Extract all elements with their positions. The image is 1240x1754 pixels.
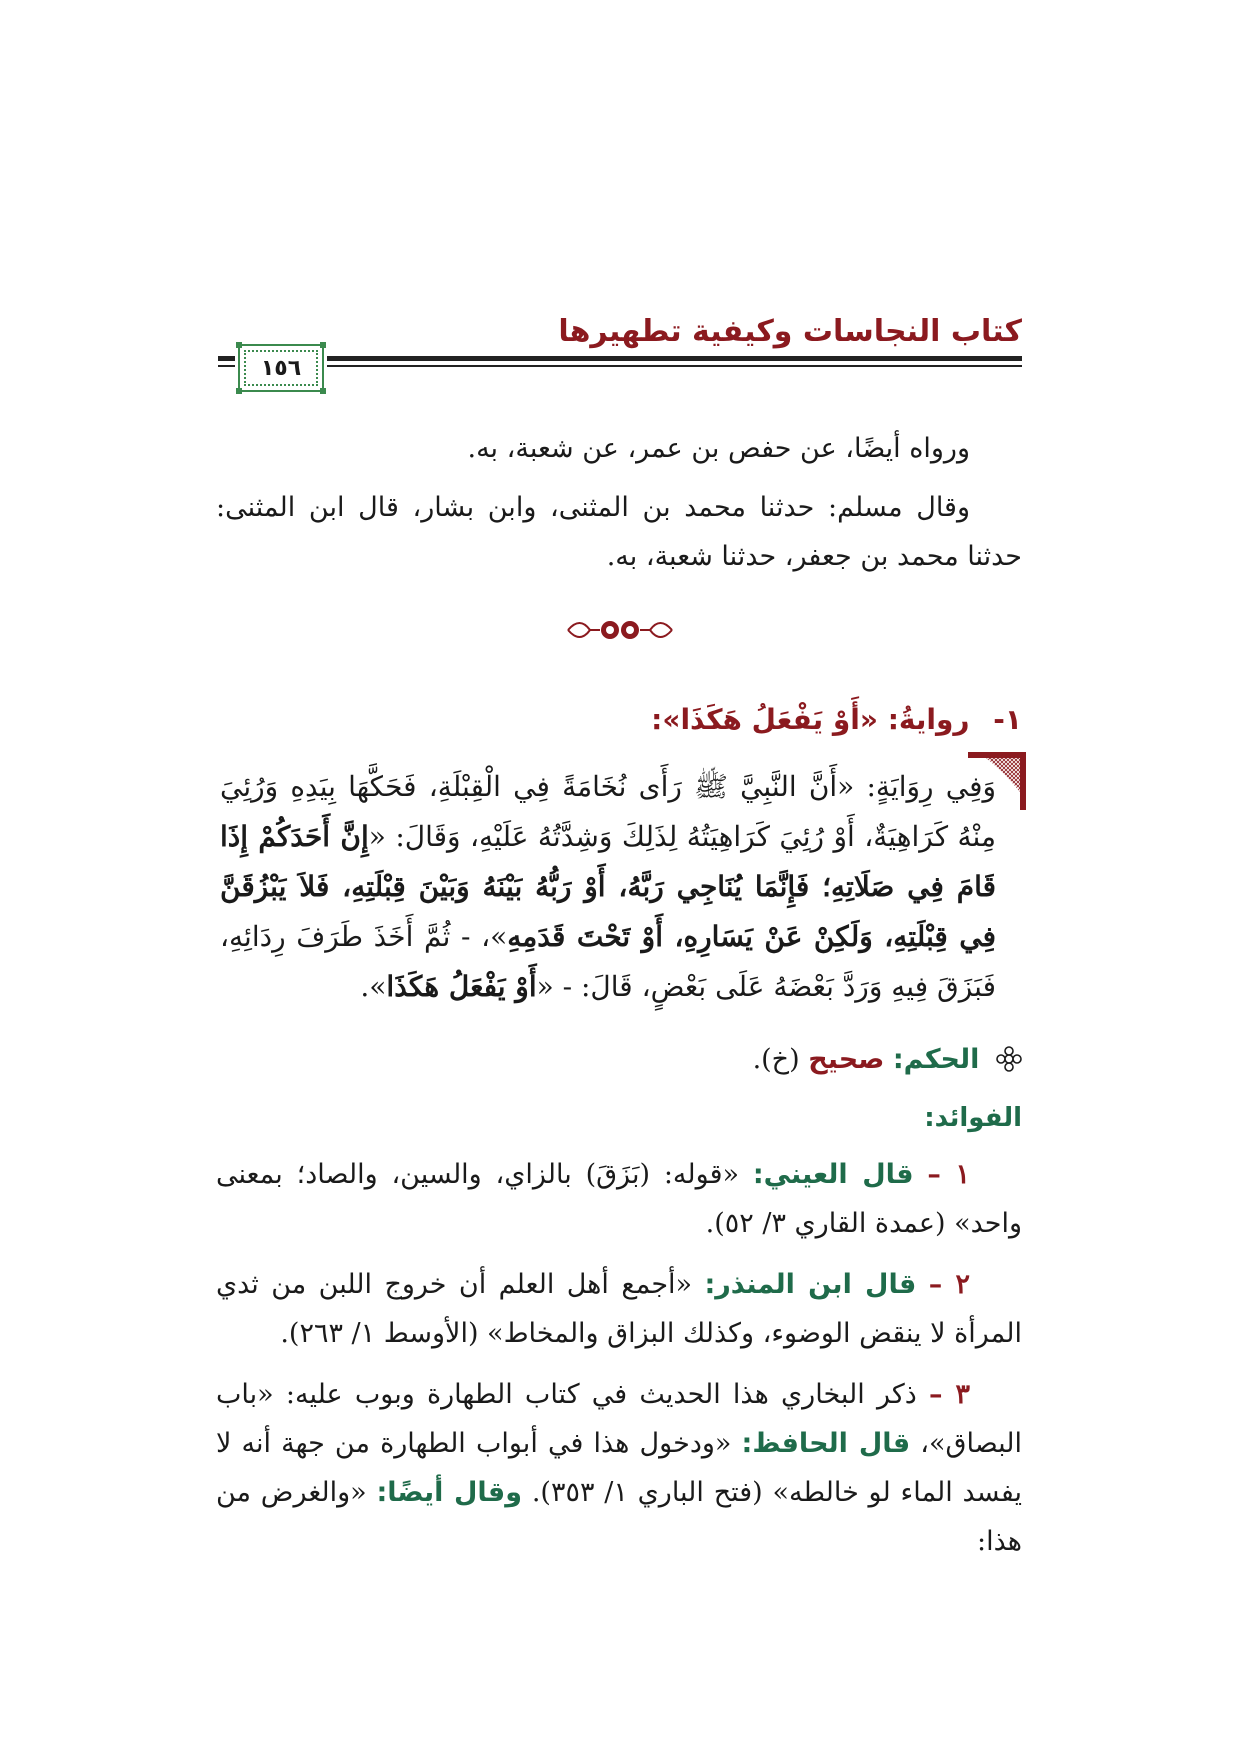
benefits-heading: الفوائد: <box>924 1103 1022 1133</box>
running-title: كتاب النجاسات وكيفية تطهيرها <box>558 314 1022 349</box>
section-heading: روايةُ: «أَوْ يَفْعَلُ هَكَذَا»: <box>651 703 970 736</box>
paragraph: وقال مسلم: حدثنا محمد بن المثنى، وابن بشار، قال ابن المثنى: حدثنا محمد بن جعفر، حدثنا شعبة، به. <box>216 492 1022 572</box>
ruling-value: صحيح <box>808 1044 885 1075</box>
note-2 <box>216 1260 1022 1358</box>
header-rule-thin <box>218 365 1022 367</box>
page-number-frame <box>238 344 324 392</box>
ruling-line <box>753 1038 1022 1082</box>
notes-block <box>216 1150 1022 1566</box>
hadith-text <box>220 762 996 1012</box>
hadith-text-part: »، - ثُمَّ أَخَذَ طَرَفَ رِدَائِهِ، فَبَزَقَ فِيهِ وَرَدَّ بَعْضَهُ عَلَى بَعْضٍ، قَالَ: - « <box>220 920 996 1003</box>
section-number: ١- <box>993 703 1022 736</box>
hadith-text-part: ». <box>360 970 387 1003</box>
frame-corner <box>320 388 326 394</box>
note-number: ٢ – <box>928 1269 970 1300</box>
note-1 <box>216 1150 1022 1248</box>
note-label: قال ابن المنذر: <box>704 1269 917 1300</box>
page-number: ١٥٦ <box>244 350 318 386</box>
flower-icon <box>996 1046 1022 1072</box>
header-rule-thick <box>218 356 1022 361</box>
note-label: قال العيني: <box>752 1159 914 1190</box>
note-3 <box>216 1370 1022 1566</box>
ruling-source: (خ). <box>752 1044 800 1075</box>
note-text: «ودخول هذا في أبواب الطهارة من جهة أنه لا يفسد الماء لو خالطه» (فتح الباري ١/ ٣٥٣). <box>216 1428 1022 1508</box>
frame-corner <box>320 342 326 348</box>
frame-corner <box>236 388 242 394</box>
hadith-quote-bold: أَوْ يَفْعَلُ هَكَذَا <box>386 970 537 1003</box>
hadith-text-part: وَفِي رِوَايَةٍ: «أَنَّ النَّبِيَّ ﷺ رَأَى نُخَامَةً فِي الْقِبْلَةِ، فَحَكَّهَا بِيَدِهِ وَرُئِيَ مِنْهُ كَرَاهِيَةٌ، أَوْ رُئِيَ كَرَاهِيَتُهُ لِذَلِكَ وَشِدَّتُهُ عَلَيْهِ، وَقَالَ: « <box>220 770 996 853</box>
note-text: «قوله: (بَزَقَ) بالزاي، والسين، والصاد؛ بمعنى واحد» (عمدة القاري ٣/ ٥٢). <box>216 1159 1022 1239</box>
hadith-box <box>218 752 1024 1022</box>
hadith-quote-bold: إِنَّ أَحَدَكُمْ إِذَا قَامَ فِي صَلَاتِهِ؛ فَإِنَّمَا يُنَاجِي رَبَّهُ، أَوْ رَبُّهُ بَيْنَهُ وَبَيْنَ قِبْلَتِهِ، فَلاَ يَبْزُقَنَّ فِي قِبْلَتِهِ، وَلَكِنْ عَنْ يَسَارِهِ، أَوْ تَحْتَ قَدَمِهِ <box>220 820 996 953</box>
note-text: ذكر البخاري هذا الحديث في كتاب الطهارة وبوب عليه: «باب البصاق»، <box>216 1379 1022 1459</box>
frame-corner <box>236 342 242 348</box>
section-title <box>651 700 1022 740</box>
note-label: قال الحافظ: <box>741 1428 911 1459</box>
ruling-label: الحكم: <box>892 1044 980 1075</box>
note-number: ٣ – <box>928 1379 970 1410</box>
paragraph: ورواه أيضًا، عن حفص بن عمر، عن شعبة، به. <box>467 433 970 464</box>
note-label: وقال أيضًا: <box>376 1477 523 1508</box>
note-text: «والغرض من هذا: <box>216 1477 1022 1557</box>
note-number: ١ – <box>927 1159 970 1190</box>
note-text: «أجمع أهل العلم أن خروج اللبن من ثدي المرأة لا ينقض الوضوء، وكذلك البزاق والمخاط» (الأوسط ١/ ٢٦٣). <box>216 1269 1022 1349</box>
divider-ornament-icon <box>560 610 680 650</box>
page-header <box>218 312 1022 388</box>
intro-text <box>216 424 1022 581</box>
